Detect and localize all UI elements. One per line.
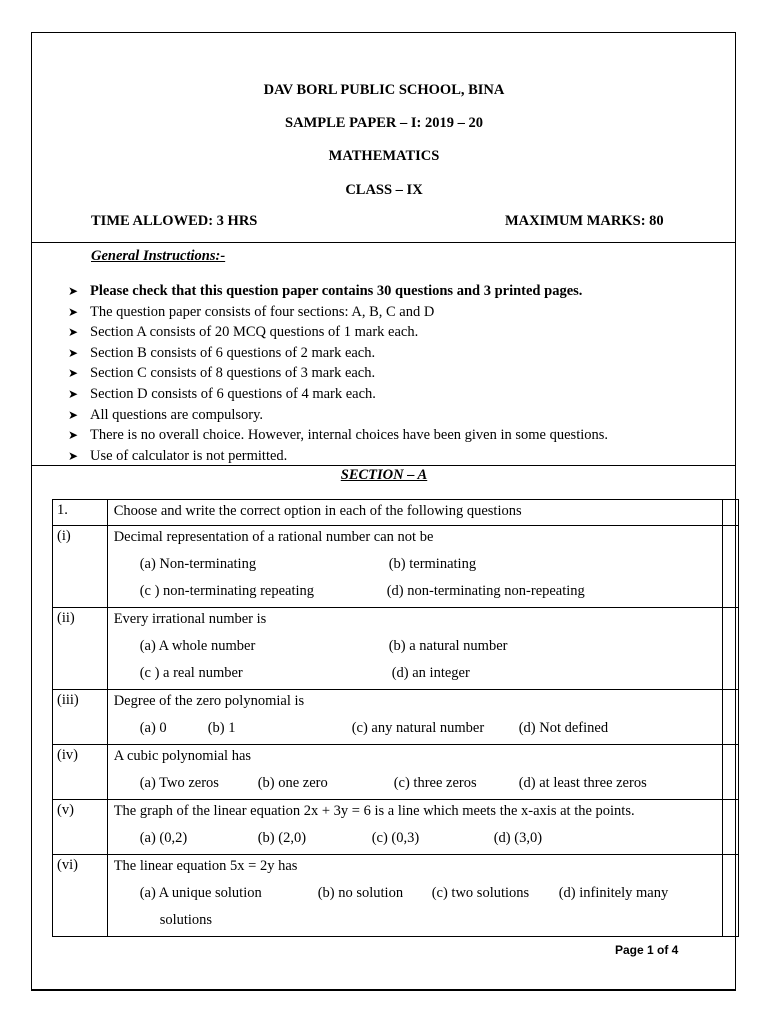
option-a: (a) A whole number (139, 638, 256, 654)
option-c: (c ) non-terminating repeating (139, 583, 315, 599)
option-a: (a) Two zeros (139, 775, 219, 791)
option-c: (c) any natural number (351, 720, 485, 736)
option-d: (d) at least three zeros (518, 775, 647, 791)
option-b: (b) one zero (257, 775, 328, 791)
option-c: (c) (0,3) (371, 830, 420, 846)
question-text: Degree of the zero polynomial is (113, 693, 305, 709)
list-item: ➤ Section B consists of 6 questions of 2 mark each. (68, 343, 608, 364)
option-a: (a) A unique solution (139, 885, 262, 901)
school-name: DAV BORL PUBLIC SCHOOL, BINA (263, 82, 505, 98)
option-c: (c) three zeros (393, 775, 477, 791)
question-number: (iv) (53, 745, 108, 800)
divider (31, 242, 736, 243)
option-c: (c) two solutions (431, 885, 530, 901)
instructions-list (68, 281, 608, 466)
arrow-bullet-icon: ➤ (68, 366, 79, 381)
paper-title: SAMPLE PAPER – I: 2019 – 20 (285, 115, 483, 131)
list-item: ➤ All questions are compulsory. (68, 405, 608, 426)
list-item: ➤ There is no overall choice. However, internal choices have been given in some questions. (68, 425, 608, 446)
table-row (53, 608, 739, 690)
divider (31, 465, 736, 466)
option-d: (d) infinitely many (558, 885, 669, 901)
option-d: (d) Not defined (518, 720, 609, 736)
list-item: ➤ The question paper consists of four sections: A, B, C and D (68, 302, 608, 323)
option-d: (d) an integer (391, 665, 470, 681)
option-a: (a) Non-terminating (139, 556, 257, 572)
class-title: CLASS – IX (345, 182, 423, 198)
option-d: (d) (3,0) (493, 830, 543, 846)
question-number: (v) (53, 800, 108, 855)
table-row (53, 690, 739, 745)
question-text: Every irrational number is (113, 611, 267, 627)
question-number: 1. (53, 500, 108, 526)
option-b: (b) a natural number (388, 638, 508, 654)
list-item: ➤ Section A consists of 20 MCQ questions of 1 mark each. (68, 322, 608, 343)
section-title: SECTION – A (340, 467, 428, 483)
maximum-marks: MAXIMUM MARKS: 80 (505, 213, 664, 229)
table-row (53, 526, 739, 608)
question-number: (i) (53, 526, 108, 608)
table-row (53, 855, 739, 937)
option-d: (d) non-terminating non-repeating (386, 583, 585, 599)
option-b: (b) no solution (317, 885, 404, 901)
arrow-bullet-icon: ➤ (68, 304, 79, 319)
question-number: (iii) (53, 690, 108, 745)
question-text: Choose and write the correct option in each of the following questions (113, 503, 522, 519)
question-text: Decimal representation of a rational number can not be (113, 529, 434, 545)
table-row (53, 745, 739, 800)
list-item: ➤ Please check that this question paper contains 30 questions and 3 printed pages. (68, 281, 608, 302)
question-number: (vi) (53, 855, 108, 937)
table-row (53, 500, 739, 526)
option-b: (b) 1 (207, 720, 236, 736)
option-c: (c ) a real number (139, 665, 243, 681)
option-b: (b) terminating (388, 556, 477, 572)
subject-title: MATHEMATICS (328, 148, 440, 164)
list-item: ➤ Use of calculator is not permitted. (68, 446, 608, 467)
list-item: ➤ Section D consists of 6 questions of 4 mark each. (68, 384, 608, 405)
question-text: The linear equation 5x = 2y has (113, 858, 298, 874)
option-a: (a) 0 (139, 720, 167, 736)
table-row (53, 800, 739, 855)
question-table (52, 499, 739, 937)
list-item: ➤ Section C consists of 8 questions of 3 mark each. (68, 363, 608, 384)
arrow-bullet-icon: ➤ (68, 325, 79, 340)
option-a: (a) (0,2) (139, 830, 188, 846)
arrow-bullet-icon: ➤ (68, 386, 79, 401)
arrow-bullet-icon: ➤ (68, 284, 79, 298)
instructions-title: General Instructions:- (91, 248, 226, 264)
arrow-bullet-icon: ➤ (68, 448, 79, 463)
option-d-continued: solutions (159, 912, 213, 928)
arrow-bullet-icon: ➤ (68, 407, 79, 422)
arrow-bullet-icon: ➤ (68, 428, 79, 443)
arrow-bullet-icon: ➤ (68, 345, 79, 360)
question-number: (ii) (53, 608, 108, 690)
question-text: A cubic polynomial has (113, 748, 252, 764)
option-b: (b) (2,0) (257, 830, 307, 846)
page-number: Page 1 of 4 (615, 943, 679, 957)
question-text: The graph of the linear equation 2x + 3y = 6 is a line which meets the x-axis at the points. (113, 803, 635, 819)
time-allowed: TIME ALLOWED: 3 HRS (91, 213, 258, 229)
